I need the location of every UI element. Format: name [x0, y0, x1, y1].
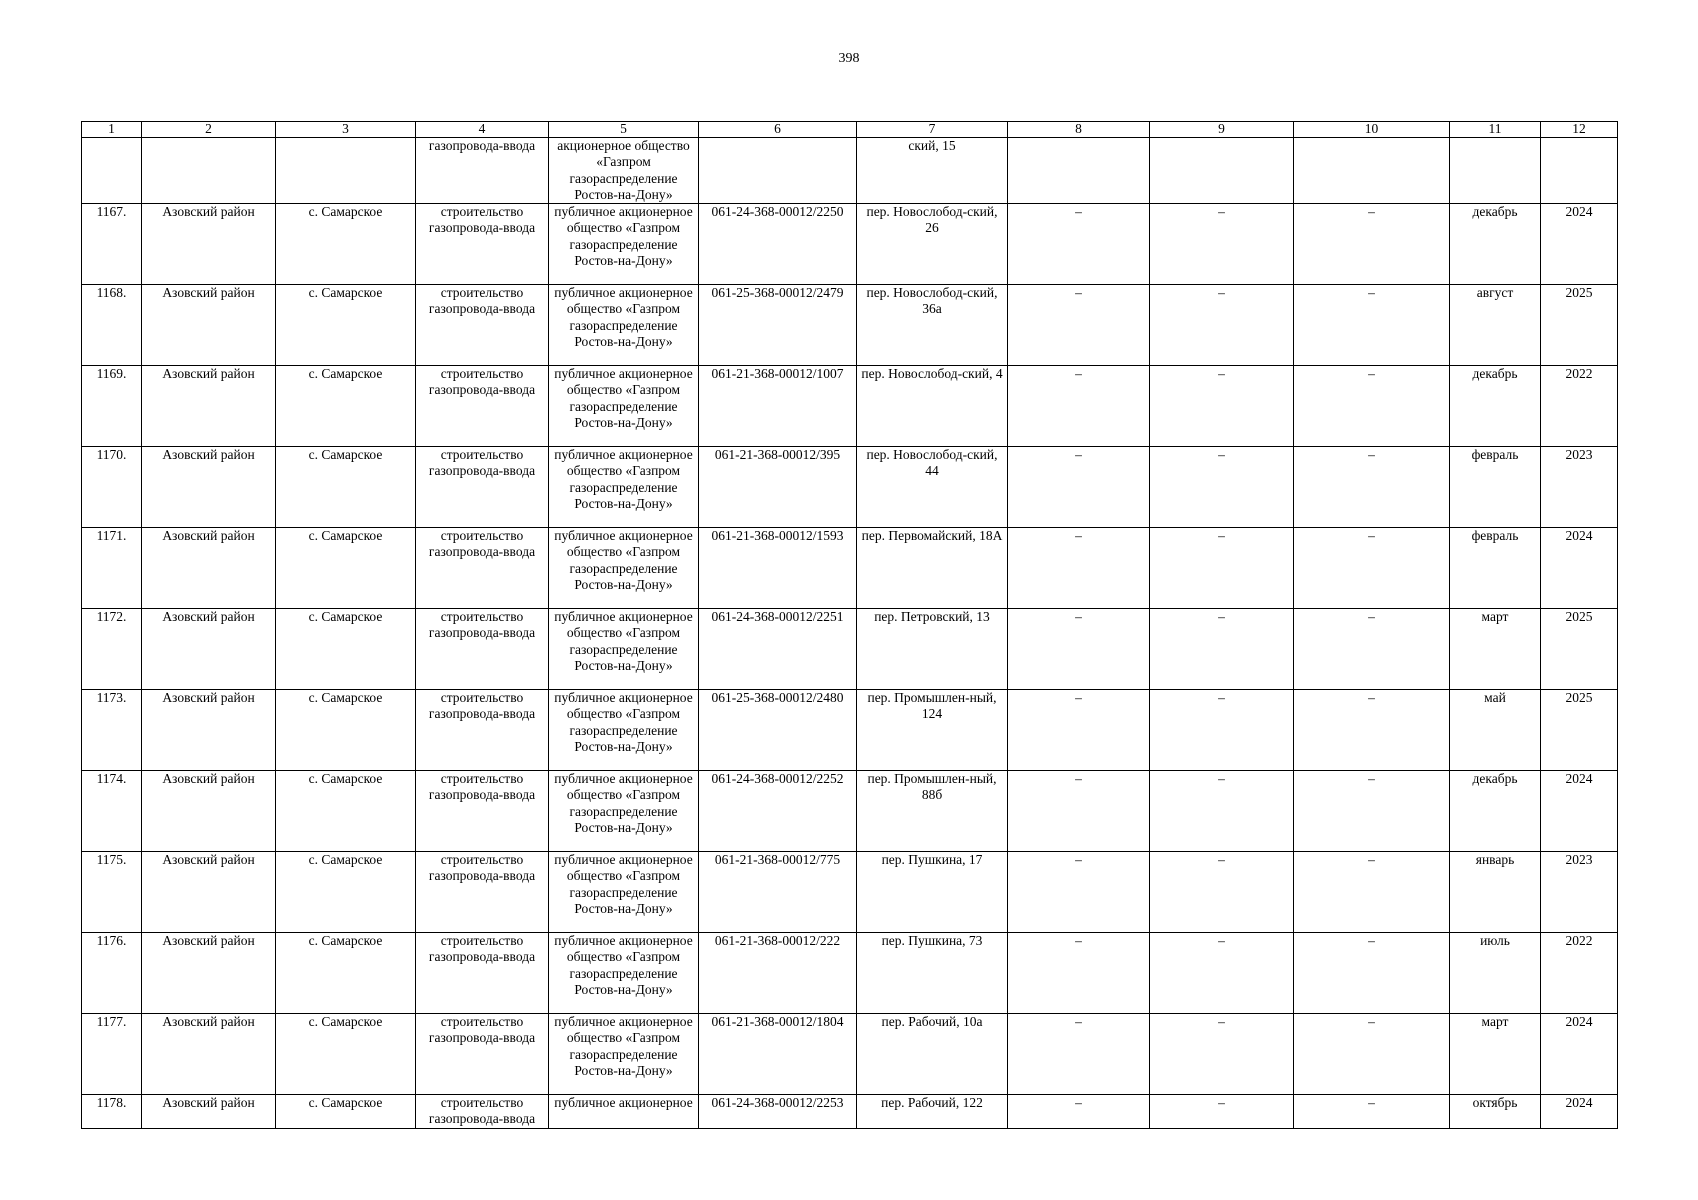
cell-contract-number: 061-21-368-00012/1007 — [699, 366, 857, 447]
cell-col8: – — [1008, 447, 1150, 528]
cell-month: февраль — [1450, 447, 1541, 528]
cell-row-number: 1167. — [82, 204, 142, 285]
column-number: 6 — [699, 122, 857, 138]
cell-col9: – — [1150, 609, 1294, 690]
table-row — [82, 204, 1618, 285]
cell-address: пер. Пушкина, 17 — [857, 852, 1008, 933]
cell-col9: – — [1150, 933, 1294, 1014]
cell-work-type: строительство газопровода-ввода — [416, 1014, 549, 1095]
cell-col10: – — [1294, 447, 1450, 528]
cell-month: декабрь — [1450, 204, 1541, 285]
cell-work-type: строительство газопровода-ввода — [416, 609, 549, 690]
cell-col10: – — [1294, 1014, 1450, 1095]
cell-year: 2024 — [1541, 1095, 1618, 1129]
cell-col10: – — [1294, 285, 1450, 366]
cell-col8: – — [1008, 204, 1150, 285]
cell-contract-number: 061-25-368-00012/2480 — [699, 690, 857, 771]
cell-col9: – — [1150, 852, 1294, 933]
cell-col9: – — [1150, 366, 1294, 447]
column-number: 1 — [82, 122, 142, 138]
cell-year: 2023 — [1541, 852, 1618, 933]
table-row — [82, 285, 1618, 366]
cell-row-number: 1170. — [82, 447, 142, 528]
cell-c6 — [699, 138, 857, 204]
cell-work-type: строительство газопровода-ввода — [416, 528, 549, 609]
cell-contract-number: 061-24-368-00012/2252 — [699, 771, 857, 852]
table-row — [82, 1014, 1618, 1095]
cell-c2 — [142, 138, 276, 204]
cell-col8: – — [1008, 366, 1150, 447]
cell-locality: с. Самарское — [276, 1095, 416, 1129]
cell-organization: публичное акционерное общество «Газпром газораспределение Ростов-на-Дону» — [549, 690, 699, 771]
cell-year: 2024 — [1541, 204, 1618, 285]
cell-contract-number: 061-24-368-00012/2253 — [699, 1095, 857, 1129]
cell-col8: – — [1008, 609, 1150, 690]
cell-row-number: 1173. — [82, 690, 142, 771]
cell-col10: – — [1294, 609, 1450, 690]
cell-c11 — [1450, 138, 1541, 204]
cell-organization: публичное акционерное — [549, 1095, 699, 1129]
cell-col8: – — [1008, 1014, 1150, 1095]
table-row — [82, 690, 1618, 771]
cell-month: декабрь — [1450, 366, 1541, 447]
cell-contract-number: 061-24-368-00012/2250 — [699, 204, 857, 285]
cell-row-number: 1168. — [82, 285, 142, 366]
table-row — [82, 933, 1618, 1014]
cell-locality: с. Самарское — [276, 609, 416, 690]
cell-locality: с. Самарское — [276, 366, 416, 447]
cell-locality: с. Самарское — [276, 528, 416, 609]
cell-col10: – — [1294, 690, 1450, 771]
cell-c9 — [1150, 138, 1294, 204]
column-number: 7 — [857, 122, 1008, 138]
column-number: 10 — [1294, 122, 1450, 138]
cell-organization: публичное акционерное общество «Газпром газораспределение Ростов-на-Дону» — [549, 285, 699, 366]
cell-locality: с. Самарское — [276, 204, 416, 285]
cell-work-type: строительство газопровода-ввода — [416, 933, 549, 1014]
cell-col8: – — [1008, 852, 1150, 933]
cell-work-type: строительство газопровода-ввода — [416, 690, 549, 771]
cell-address: пер. Новослобод-ский, 36а — [857, 285, 1008, 366]
cell-locality: с. Самарское — [276, 447, 416, 528]
cell-c8 — [1008, 138, 1150, 204]
cell-work-type: строительство газопровода-ввода — [416, 852, 549, 933]
cell-district: Азовский район — [142, 204, 276, 285]
cell-district: Азовский район — [142, 447, 276, 528]
cell-address: ский, 15 — [857, 138, 1008, 204]
cell-locality: с. Самарское — [276, 1014, 416, 1095]
column-number: 4 — [416, 122, 549, 138]
cell-c10 — [1294, 138, 1450, 204]
cell-address: пер. Новослобод-ский, 26 — [857, 204, 1008, 285]
cell-row-number: 1176. — [82, 933, 142, 1014]
cell-organization: публичное акционерное общество «Газпром газораспределение Ростов-на-Дону» — [549, 204, 699, 285]
register-table — [81, 121, 1618, 1129]
cell-col9: – — [1150, 1095, 1294, 1129]
cell-address: пер. Первомайский, 18А — [857, 528, 1008, 609]
cell-contract-number: 061-25-368-00012/2479 — [699, 285, 857, 366]
cell-row-number: 1172. — [82, 609, 142, 690]
cell-col8: – — [1008, 285, 1150, 366]
cell-c3 — [276, 138, 416, 204]
cell-col8: – — [1008, 771, 1150, 852]
cell-work-type: строительство газопровода-ввода — [416, 771, 549, 852]
cell-district: Азовский район — [142, 1095, 276, 1129]
cell-organization: публичное акционерное общество «Газпром газораспределение Ростов-на-Дону» — [549, 447, 699, 528]
cell-col8: – — [1008, 933, 1150, 1014]
cell-address: пер. Рабочий, 10а — [857, 1014, 1008, 1095]
table-row — [82, 609, 1618, 690]
cell-organization: публичное акционерное общество «Газпром газораспределение Ростов-на-Дону» — [549, 366, 699, 447]
cell-contract-number: 061-21-368-00012/1804 — [699, 1014, 857, 1095]
cell-address: пер. Пушкина, 73 — [857, 933, 1008, 1014]
cell-month: февраль — [1450, 528, 1541, 609]
cell-org: акционерное общество «Газпром газораспределение Ростов-на-Дону» — [549, 138, 699, 204]
cell-address: пер. Промышлен-ный, 124 — [857, 690, 1008, 771]
cell-row-number: 1169. — [82, 366, 142, 447]
cell-address: пер. Новослобод-ский, 4 — [857, 366, 1008, 447]
cell-district: Азовский район — [142, 609, 276, 690]
cell-year: 2025 — [1541, 609, 1618, 690]
cell-district: Азовский район — [142, 285, 276, 366]
cell-month: март — [1450, 1014, 1541, 1095]
cell-col9: – — [1150, 771, 1294, 852]
cell-month: январь — [1450, 852, 1541, 933]
table-row — [82, 1095, 1618, 1129]
cell-organization: публичное акционерное общество «Газпром газораспределение Ростов-на-Дону» — [549, 609, 699, 690]
cell-year: 2024 — [1541, 528, 1618, 609]
cell-year: 2022 — [1541, 933, 1618, 1014]
cell-contract-number: 061-24-368-00012/2251 — [699, 609, 857, 690]
cell-work-type: строительство газопровода-ввода — [416, 1095, 549, 1129]
cell-col9: – — [1150, 1014, 1294, 1095]
cell-locality: с. Самарское — [276, 852, 416, 933]
cell-c1 — [82, 138, 142, 204]
cell-year: 2025 — [1541, 285, 1618, 366]
cell-address: пер. Промышлен-ный, 88б — [857, 771, 1008, 852]
cell-work-type: строительство газопровода-ввода — [416, 447, 549, 528]
cell-address: пер. Новослобод-ский, 44 — [857, 447, 1008, 528]
cell-col10: – — [1294, 852, 1450, 933]
cell-district: Азовский район — [142, 771, 276, 852]
cell-locality: с. Самарское — [276, 933, 416, 1014]
cell-contract-number: 061-21-368-00012/222 — [699, 933, 857, 1014]
cell-district: Азовский район — [142, 366, 276, 447]
column-number: 12 — [1541, 122, 1618, 138]
cell-month: июль — [1450, 933, 1541, 1014]
cell-col10: – — [1294, 1095, 1450, 1129]
table-row — [82, 528, 1618, 609]
cell-contract-number: 061-21-368-00012/775 — [699, 852, 857, 933]
cell-district: Азовский район — [142, 690, 276, 771]
cell-col10: – — [1294, 933, 1450, 1014]
column-number: 2 — [142, 122, 276, 138]
column-number: 8 — [1008, 122, 1150, 138]
cell-work-type: строительство газопровода-ввода — [416, 204, 549, 285]
column-number: 9 — [1150, 122, 1294, 138]
cell-month: август — [1450, 285, 1541, 366]
cell-month: октябрь — [1450, 1095, 1541, 1129]
column-number: 5 — [549, 122, 699, 138]
cell-district: Азовский район — [142, 528, 276, 609]
cell-col9: – — [1150, 528, 1294, 609]
cell-district: Азовский район — [142, 852, 276, 933]
table-row — [82, 366, 1618, 447]
cell-col10: – — [1294, 771, 1450, 852]
cell-district: Азовский район — [142, 1014, 276, 1095]
cell-organization: публичное акционерное общество «Газпром газораспределение Ростов-на-Дону» — [549, 933, 699, 1014]
table-row — [82, 447, 1618, 528]
cell-year: 2022 — [1541, 366, 1618, 447]
cell-col9: – — [1150, 690, 1294, 771]
cell-work-type: строительство газопровода-ввода — [416, 285, 549, 366]
cell-locality: с. Самарское — [276, 771, 416, 852]
column-number-row — [82, 122, 1618, 138]
cell-year: 2024 — [1541, 771, 1618, 852]
cell-month: декабрь — [1450, 771, 1541, 852]
cell-organization: публичное акционерное общество «Газпром газораспределение Ростов-на-Дону» — [549, 528, 699, 609]
cell-col8: – — [1008, 690, 1150, 771]
cell-work: газопровода-ввода — [416, 138, 549, 204]
cell-c12 — [1541, 138, 1618, 204]
cell-col10: – — [1294, 366, 1450, 447]
continued-row — [82, 138, 1618, 204]
cell-row-number: 1171. — [82, 528, 142, 609]
table-row — [82, 771, 1618, 852]
column-number: 11 — [1450, 122, 1541, 138]
cell-year: 2023 — [1541, 447, 1618, 528]
cell-month: март — [1450, 609, 1541, 690]
cell-district: Азовский район — [142, 933, 276, 1014]
cell-contract-number: 061-21-368-00012/1593 — [699, 528, 857, 609]
page-number: 398 — [838, 51, 860, 66]
cell-row-number: 1177. — [82, 1014, 142, 1095]
cell-month: май — [1450, 690, 1541, 771]
cell-organization: публичное акционерное общество «Газпром газораспределение Ростов-на-Дону» — [549, 852, 699, 933]
cell-col8: – — [1008, 528, 1150, 609]
cell-address: пер. Рабочий, 122 — [857, 1095, 1008, 1129]
column-number: 3 — [276, 122, 416, 138]
cell-organization: публичное акционерное общество «Газпром газораспределение Ростов-на-Дону» — [549, 771, 699, 852]
cell-year: 2024 — [1541, 1014, 1618, 1095]
cell-col9: – — [1150, 204, 1294, 285]
cell-col9: – — [1150, 447, 1294, 528]
cell-col8: – — [1008, 1095, 1150, 1129]
cell-contract-number: 061-21-368-00012/395 — [699, 447, 857, 528]
cell-address: пер. Петровский, 13 — [857, 609, 1008, 690]
cell-year: 2025 — [1541, 690, 1618, 771]
cell-locality: с. Самарское — [276, 285, 416, 366]
cell-work-type: строительство газопровода-ввода — [416, 366, 549, 447]
cell-col9: – — [1150, 285, 1294, 366]
table-row — [82, 852, 1618, 933]
cell-col10: – — [1294, 204, 1450, 285]
cell-organization: публичное акционерное общество «Газпром газораспределение Ростов-на-Дону» — [549, 1014, 699, 1095]
cell-row-number: 1178. — [82, 1095, 142, 1129]
cell-locality: с. Самарское — [276, 690, 416, 771]
cell-col10: – — [1294, 528, 1450, 609]
cell-row-number: 1175. — [82, 852, 142, 933]
cell-row-number: 1174. — [82, 771, 142, 852]
